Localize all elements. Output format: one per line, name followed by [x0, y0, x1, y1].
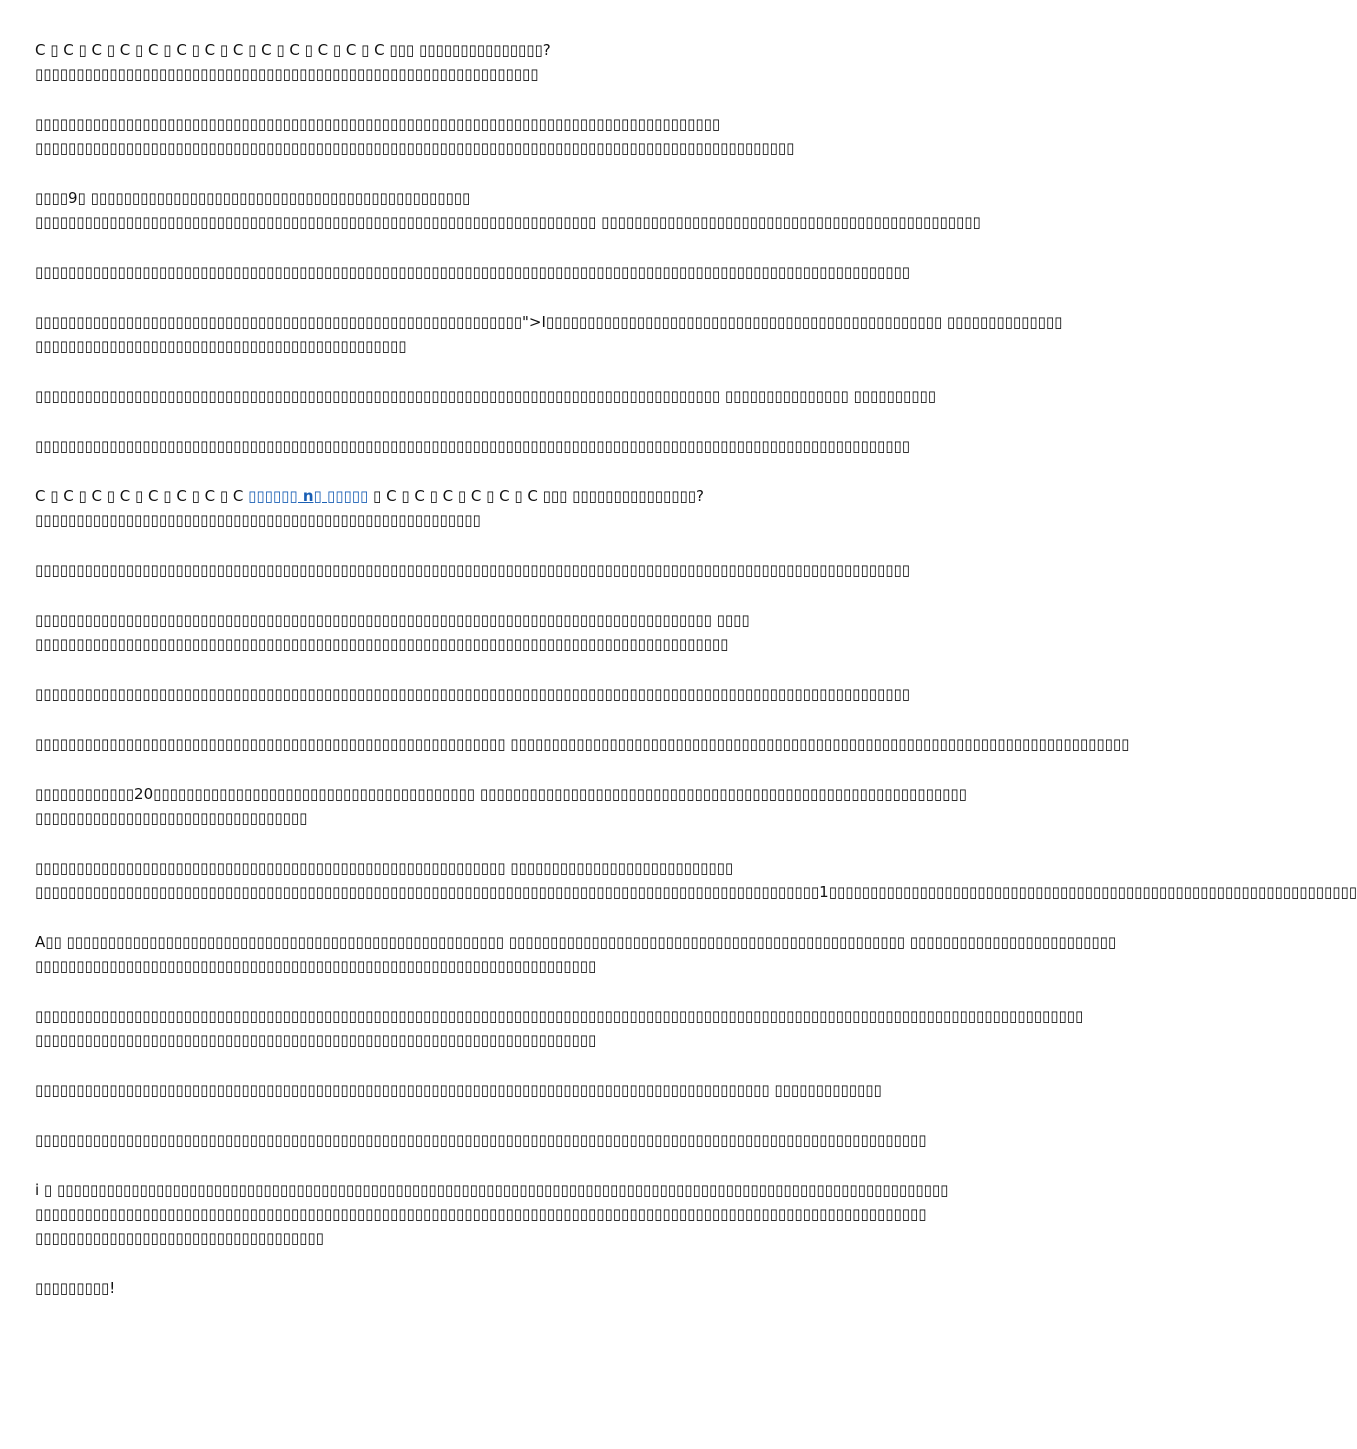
paragraph-17 [35, 1078, 989, 1102]
text-line: ▯▯▯▯▯▯▯▯▯▯▯▯▯▯▯▯▯▯▯▯▯▯▯▯▯▯▯▯▯▯▯▯▯▯▯▯▯▯▯▯▯▯▯▯▯▯▯▯▯▯▯▯▯▯▯▯▯▯▯▯▯ [35, 65, 539, 83]
paragraph-6 [35, 384, 989, 408]
text-line: ▯▯▯▯▯▯▯▯▯▯▯▯▯▯▯▯▯▯▯▯▯▯▯▯▯▯▯▯▯▯▯▯▯▯▯▯▯▯▯▯▯▯▯▯▯▯▯▯▯▯▯▯▯▯▯▯▯▯▯▯▯▯▯▯▯▯▯▯ ▯▯▯▯▯▯▯▯▯▯▯▯▯▯▯▯▯▯▯▯▯▯▯▯▯▯▯▯▯▯▯▯▯▯▯▯▯▯▯▯▯▯▯▯▯▯ [35, 213, 981, 231]
text-line: ▯▯▯▯▯▯▯▯▯▯▯▯▯▯▯▯▯▯▯▯▯▯▯▯▯▯▯▯▯▯▯▯▯▯▯▯▯▯▯▯▯▯▯▯▯▯▯▯▯▯▯▯▯▯▯▯▯▯▯▯▯▯▯▯▯▯▯▯ [35, 957, 597, 975]
text-line: C ▯ C ▯ C ▯ C ▯ C ▯ C ▯ C ▯ C ▯ C ▯ C ▯ C ▯ C ▯ C ▯▯▯ ▯▯▯▯▯▯▯▯▯▯▯▯▯▯▯? [35, 41, 551, 59]
text-line: ▯▯▯▯▯▯▯▯▯▯▯▯▯▯▯▯▯▯▯▯▯▯▯▯▯▯▯▯▯▯▯▯▯ [35, 809, 308, 827]
paragraph-5 [35, 310, 1063, 358]
closing-line [35, 1276, 989, 1300]
text-line: ▯▯▯▯▯▯▯▯▯▯▯▯▯▯▯▯▯▯▯▯▯▯▯▯▯▯▯▯▯▯▯▯▯▯▯▯▯▯▯▯▯▯▯▯▯▯▯▯▯▯▯▯▯▯▯▯▯▯▯▯▯▯▯▯▯▯▯▯▯▯▯▯▯▯▯▯▯▯▯▯▯▯▯▯▯▯▯▯▯▯▯▯ [35, 139, 795, 157]
paragraph-19 [35, 1178, 989, 1250]
text-line: ▯▯▯▯▯▯▯▯▯▯▯▯▯▯▯▯▯▯▯▯▯▯▯▯▯▯▯▯▯▯▯▯▯▯▯▯▯▯▯▯▯▯▯▯▯▯▯▯▯▯▯▯▯▯ [35, 511, 481, 529]
paragraph-11 [35, 682, 989, 706]
text-line: A▯▯ ▯▯▯▯▯▯▯▯▯▯▯▯▯▯▯▯▯▯▯▯▯▯▯▯▯▯▯▯▯▯▯▯▯▯▯▯▯▯▯▯▯▯▯▯▯▯▯▯▯▯▯▯▯ ▯▯▯▯▯▯▯▯▯▯▯▯▯▯▯▯▯▯▯▯▯▯▯▯▯▯▯▯▯▯▯▯▯▯▯▯▯▯▯▯▯▯▯▯▯▯▯▯ ▯▯▯▯▯▯▯▯▯▯▯▯▯▯▯▯▯▯▯▯▯▯▯▯▯ [35, 933, 1117, 951]
paragraph-8 [35, 484, 989, 532]
link-prefix-text: C ▯ C ▯ C ▯ C ▯ C ▯ C ▯ C ▯ C [35, 487, 249, 505]
paragraph-14 [35, 856, 1357, 904]
link-suffix-text: ▯ C ▯ C ▯ C ▯ C ▯ C ▯ C ▯▯▯ ▯▯▯▯▯▯▯▯▯▯▯▯▯▯▯? [368, 487, 704, 505]
text-line: ▯▯▯▯9▯ ▯▯▯▯▯▯▯▯▯▯▯▯▯▯▯▯▯▯▯▯▯▯▯▯▯▯▯▯▯▯▯▯▯▯▯▯▯▯▯▯▯▯▯▯▯▯ [35, 189, 471, 207]
text-line: ▯▯▯▯▯▯▯▯▯▯▯▯▯▯▯▯▯▯▯▯▯▯▯▯▯▯▯▯▯▯▯▯▯▯▯▯▯▯▯▯▯▯▯▯▯▯▯▯▯▯▯▯▯▯▯▯▯▯▯▯▯▯▯▯▯▯▯▯▯▯▯▯▯▯▯▯▯▯▯▯▯▯▯▯▯▯▯▯▯▯▯▯▯▯▯1▯▯▯▯▯▯▯▯▯▯▯▯▯▯▯▯▯▯▯▯▯▯▯▯▯▯▯▯▯▯▯▯▯▯▯▯▯▯▯▯▯▯▯▯▯▯▯▯▯▯▯▯▯▯▯▯▯▯▯▯▯▯▯▯ [35, 883, 1357, 901]
paragraph-4 [35, 260, 989, 284]
text-line: ▯▯▯▯▯▯▯▯▯▯▯▯▯▯▯▯▯▯▯▯▯▯▯▯▯▯▯▯▯▯▯▯▯▯▯▯▯▯▯▯▯▯▯▯▯▯▯▯▯▯▯▯▯▯▯▯▯▯▯">I▯▯▯▯▯▯▯▯▯▯▯▯▯▯▯▯▯▯▯▯▯▯▯▯▯▯▯▯▯▯▯▯▯▯▯▯▯▯▯▯▯▯▯▯▯▯▯▯ ▯▯▯▯▯▯▯▯▯▯▯▯▯▯ [35, 313, 1063, 331]
text-line: ▯▯▯▯▯▯▯▯▯▯▯▯▯▯▯▯▯▯▯▯▯▯▯▯▯▯▯▯▯▯▯▯▯▯▯▯▯▯▯▯▯▯▯▯▯▯▯▯▯▯▯▯▯▯▯▯▯▯▯▯▯▯▯▯▯▯▯▯▯▯▯▯▯▯▯▯▯▯▯▯▯▯▯▯▯▯▯▯▯▯▯▯▯▯▯▯▯▯▯▯▯▯▯▯▯▯ [35, 561, 910, 579]
text-line: ▯▯▯▯▯▯▯▯▯▯▯▯▯▯▯▯▯▯▯▯▯▯▯▯▯▯▯▯▯▯▯▯▯▯▯▯▯▯▯▯▯▯▯▯▯▯▯▯▯▯▯▯▯▯▯▯▯ ▯▯▯▯▯▯▯▯▯▯▯▯▯▯▯▯▯▯▯▯▯▯▯▯▯▯▯▯▯▯▯▯▯▯▯▯▯▯▯▯▯▯▯▯▯▯▯▯▯▯▯▯▯▯▯▯▯▯▯▯▯▯▯▯▯▯▯▯▯▯▯▯▯▯▯ [35, 735, 1130, 753]
paragraph-12 [35, 732, 1130, 756]
text-line: ▯▯▯▯▯▯▯▯▯▯▯▯20▯▯▯▯▯▯▯▯▯▯▯▯▯▯▯▯▯▯▯▯▯▯▯▯▯▯▯▯▯▯▯▯▯▯▯▯▯▯▯ ▯▯▯▯▯▯▯▯▯▯▯▯▯▯▯▯▯▯▯▯▯▯▯▯▯▯▯▯▯▯▯▯▯▯▯▯▯▯▯▯▯▯▯▯▯▯▯▯▯▯▯▯▯▯▯▯▯▯▯ [35, 785, 967, 803]
text-line: ▯▯▯▯▯▯▯▯▯▯▯▯▯▯▯▯▯▯▯▯▯▯▯▯▯▯▯▯▯▯▯▯▯▯▯▯▯▯▯▯▯▯▯▯▯▯▯▯▯▯▯▯▯▯▯▯▯ ▯▯▯▯▯▯▯▯▯▯▯▯▯▯▯▯▯▯▯▯▯▯▯▯▯▯▯ [35, 859, 734, 877]
paragraph-15 [35, 930, 1117, 978]
text-line: ▯▯▯▯▯▯▯▯▯▯▯▯▯▯▯▯▯▯▯▯▯▯▯▯▯▯▯▯▯▯▯▯▯▯▯▯▯▯▯▯▯▯▯▯▯▯▯▯▯▯▯▯▯▯▯▯▯▯▯▯▯▯▯▯▯▯▯▯▯▯▯▯▯▯▯▯▯▯▯▯▯▯▯▯▯▯▯▯▯▯▯▯▯▯▯▯▯▯▯▯▯▯▯▯▯▯▯▯▯▯▯▯▯▯▯▯▯▯▯▯▯▯▯▯▯▯▯ [35, 1007, 1084, 1025]
text-line: ▯▯▯▯▯▯▯▯▯▯▯▯▯▯▯▯▯▯▯▯▯▯▯▯▯▯▯▯▯▯▯▯▯▯▯▯▯▯▯▯▯▯▯▯▯▯▯▯▯▯▯▯▯▯▯▯▯▯▯▯▯▯▯▯▯▯▯▯▯▯▯▯▯▯▯▯▯▯▯▯▯▯▯▯▯▯▯▯▯▯▯▯▯▯▯▯▯▯▯▯▯▯▯▯▯▯▯▯ [35, 1131, 927, 1149]
paragraph-10 [35, 608, 989, 656]
paragraph-9 [35, 558, 989, 582]
paragraph-13 [35, 782, 989, 830]
text-line-with-link [35, 484, 989, 508]
text-line: ▯▯▯▯▯▯▯▯▯▯▯▯▯▯▯▯▯▯▯▯▯▯▯▯▯▯▯▯▯▯▯▯▯▯▯▯▯▯▯▯▯▯▯▯▯▯▯▯▯▯▯▯▯▯▯▯▯▯▯▯▯▯▯▯▯▯▯▯▯▯▯▯▯▯▯▯▯▯▯▯▯▯▯▯▯▯▯▯▯ ▯▯▯▯▯▯▯▯▯▯▯▯▯ [35, 1081, 882, 1099]
text-line: ▯▯▯▯▯▯▯▯▯▯▯▯▯▯▯▯▯▯▯▯▯▯▯▯▯▯▯▯▯▯▯▯▯▯▯▯▯▯▯▯▯▯▯▯▯▯▯▯▯▯▯▯▯▯▯▯▯▯▯▯▯▯▯▯▯▯▯▯▯▯▯▯▯▯▯▯▯▯▯▯▯▯▯▯ [35, 635, 729, 653]
text-line: ▯▯▯▯▯▯▯▯▯▯▯▯▯▯▯▯▯▯▯▯▯▯▯▯▯▯▯▯▯▯▯▯▯▯▯▯▯▯▯▯▯▯▯▯▯ [35, 337, 407, 355]
paragraph-18 [35, 1128, 989, 1152]
paragraph-2 [35, 112, 989, 160]
text-line: ▯▯▯▯▯▯▯▯▯▯▯▯▯▯▯▯▯▯▯▯▯▯▯▯▯▯▯▯▯▯▯▯▯▯▯▯▯▯▯▯▯▯▯▯▯▯▯▯▯▯▯▯▯▯▯▯▯▯▯▯▯▯▯▯▯▯▯▯ [35, 1031, 597, 1049]
text-line: ▯▯▯▯▯▯▯▯▯▯▯▯▯▯▯▯▯▯▯▯▯▯▯▯▯▯▯▯▯▯▯▯▯▯▯▯▯▯▯▯▯▯▯▯▯▯▯▯▯▯▯▯▯▯▯▯▯▯▯▯▯▯▯▯▯▯▯▯▯▯▯▯▯▯▯▯▯▯▯▯▯▯▯ ▯▯▯▯▯▯▯▯▯▯▯▯▯▯▯ ▯▯▯▯▯▯▯▯▯▯ [35, 387, 937, 405]
paragraph-1 [35, 38, 989, 86]
document-body [35, 38, 1357, 1326]
text-line: ▯▯▯▯▯▯▯▯▯▯▯▯▯▯▯▯▯▯▯▯▯▯▯▯▯▯▯▯▯▯▯▯▯▯▯▯▯▯▯▯▯▯▯▯▯▯▯▯▯▯▯▯▯▯▯▯▯▯▯▯▯▯▯▯▯▯▯▯▯▯▯▯▯▯▯▯▯▯▯▯▯▯▯▯▯▯▯▯▯▯▯▯▯▯▯▯▯▯▯▯▯▯▯▯▯▯ [35, 263, 910, 281]
text-line: ▯▯▯▯▯▯▯▯▯▯▯▯▯▯▯▯▯▯▯▯▯▯▯▯▯▯▯▯▯▯▯▯▯▯▯▯▯▯▯▯▯▯▯▯▯▯▯▯▯▯▯▯▯▯▯▯▯▯▯▯▯▯▯▯▯▯▯▯▯▯▯▯▯▯▯▯▯▯▯▯▯▯▯▯▯▯▯▯▯▯▯▯▯▯▯▯▯▯▯▯▯▯▯▯▯▯▯▯ [35, 1205, 927, 1223]
text-line: ▯▯▯▯▯▯▯▯▯▯▯▯▯▯▯▯▯▯▯▯▯▯▯▯▯▯▯▯▯▯▯▯▯▯▯▯▯▯▯▯▯▯▯▯▯▯▯▯▯▯▯▯▯▯▯▯▯▯▯▯▯▯▯▯▯▯▯▯▯▯▯▯▯▯▯▯▯▯▯▯▯▯ ▯▯▯▯ [35, 611, 750, 629]
text-line: ▯▯▯▯▯▯▯▯▯▯▯▯▯▯▯▯▯▯▯▯▯▯▯▯▯▯▯▯▯▯▯▯▯▯▯ [35, 1229, 324, 1247]
text-line: ▯▯▯▯▯▯▯▯▯▯▯▯▯▯▯▯▯▯▯▯▯▯▯▯▯▯▯▯▯▯▯▯▯▯▯▯▯▯▯▯▯▯▯▯▯▯▯▯▯▯▯▯▯▯▯▯▯▯▯▯▯▯▯▯▯▯▯▯▯▯▯▯▯▯▯▯▯▯▯▯▯▯▯ [35, 115, 721, 133]
paragraph-7 [35, 434, 989, 458]
text-line: ▯▯▯▯▯▯▯▯▯▯▯▯▯▯▯▯▯▯▯▯▯▯▯▯▯▯▯▯▯▯▯▯▯▯▯▯▯▯▯▯▯▯▯▯▯▯▯▯▯▯▯▯▯▯▯▯▯▯▯▯▯▯▯▯▯▯▯▯▯▯▯▯▯▯▯▯▯▯▯▯▯▯▯▯▯▯▯▯▯▯▯▯▯▯▯▯▯▯▯▯▯▯▯▯▯▯ [35, 437, 910, 455]
paragraph-16 [35, 1004, 1084, 1052]
inline-link[interactable]: ▯▯▯▯▯▯ n▯ ▯▯▯▯▯ [248, 487, 369, 505]
paragraph-3 [35, 186, 989, 234]
text-line: ▯▯▯▯▯▯▯▯▯▯▯▯▯▯▯▯▯▯▯▯▯▯▯▯▯▯▯▯▯▯▯▯▯▯▯▯▯▯▯▯▯▯▯▯▯▯▯▯▯▯▯▯▯▯▯▯▯▯▯▯▯▯▯▯▯▯▯▯▯▯▯▯▯▯▯▯▯▯▯▯▯▯▯▯▯▯▯▯▯▯▯▯▯▯▯▯▯▯▯▯▯▯▯▯▯▯ [35, 685, 910, 703]
text-line: ▯▯▯▯▯▯▯▯▯! [35, 1279, 116, 1297]
text-line: i ▯ ▯▯▯▯▯▯▯▯▯▯▯▯▯▯▯▯▯▯▯▯▯▯▯▯▯▯▯▯▯▯▯▯▯▯▯▯▯▯▯▯▯▯▯▯▯▯▯▯▯▯▯▯▯▯▯▯▯▯▯▯▯▯▯▯▯▯▯▯▯▯▯▯▯▯▯▯▯▯▯▯▯▯▯▯▯▯▯▯▯▯▯▯▯▯▯▯▯▯▯▯▯▯▯▯▯▯▯▯ [35, 1181, 949, 1199]
